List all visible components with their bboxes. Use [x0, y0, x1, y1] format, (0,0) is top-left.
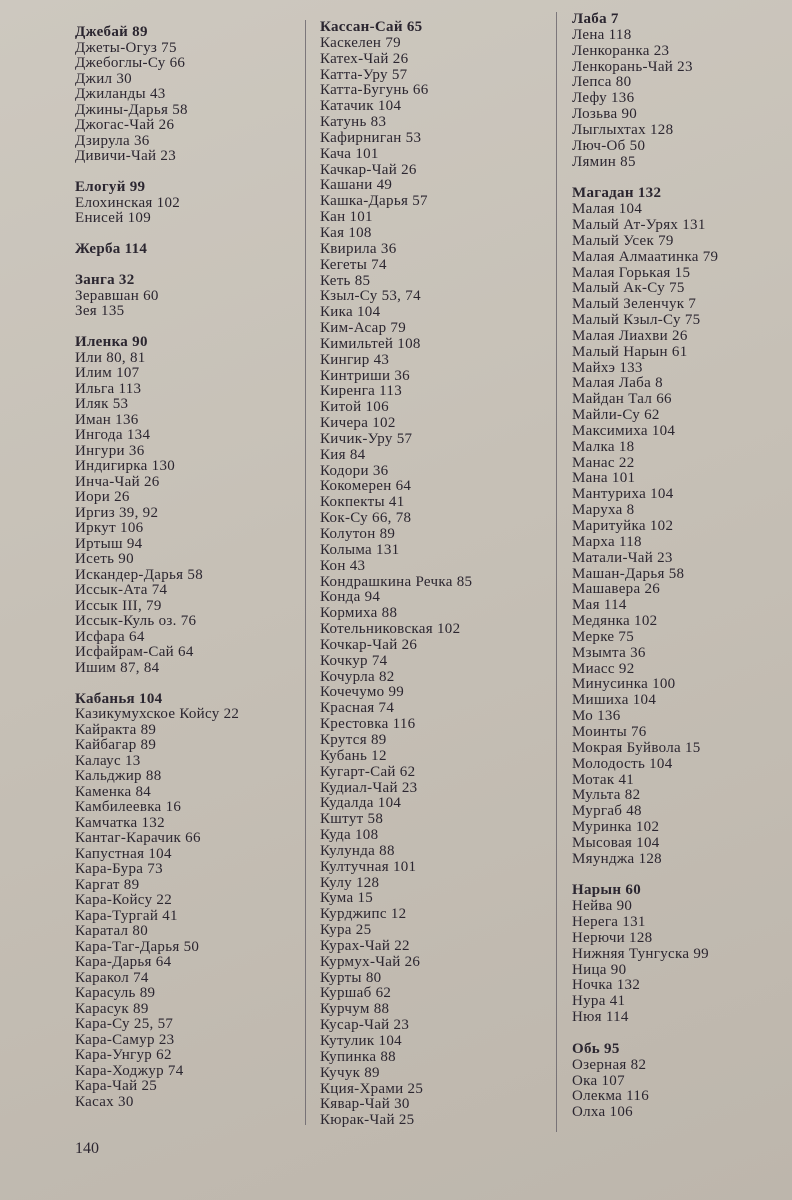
- index-entry: Машан-Дарья 58: [572, 565, 685, 582]
- index-entry: Дивичи-Чай 23: [75, 148, 177, 164]
- index-entry: Киренга 113: [320, 383, 403, 400]
- column-divider: [556, 12, 557, 1132]
- index-entry: Лозьва 90: [572, 106, 638, 123]
- index-entry: Иссык III, 79: [75, 597, 162, 614]
- index-entry: Магадан 132: [572, 185, 662, 202]
- index-entry: Кассан-Сай 65: [320, 19, 423, 35]
- index-entry: Иман 136: [75, 411, 139, 428]
- index-entry: Искандер-Дарья 58: [75, 566, 204, 583]
- index-entry: Маруха 8: [572, 502, 635, 519]
- index-entry: Илим 107: [75, 365, 140, 381]
- index-entry: Кафирниган 53: [320, 129, 422, 146]
- index-entry: Ночка 132: [572, 977, 641, 994]
- index-entry: Малка 18: [572, 438, 635, 455]
- index-entry: Малая Горькая 15: [572, 264, 691, 281]
- index-entry: Кормиха 88: [320, 605, 398, 622]
- index-entry: Индигирка 130: [75, 458, 176, 474]
- index-entry: Ильга 113: [75, 380, 142, 397]
- index-entry: Мульта 82: [572, 787, 641, 804]
- index-entry: Кингир 43: [320, 351, 390, 368]
- index-entry: Кара-Самур 23: [75, 1031, 175, 1048]
- index-entry: Колутон 89: [320, 526, 396, 542]
- index-entry: Нерючи 128: [572, 929, 653, 946]
- index-entry: Куда 108: [320, 827, 379, 844]
- index-entry: Кара-Бура 73: [75, 861, 163, 877]
- index-entry: Кабанья 104: [75, 690, 163, 707]
- index-entry: Иссык-Ата 74: [75, 582, 168, 598]
- index-entry: Кинтриши 36: [320, 367, 410, 384]
- index-entry: Кондрашкина Речка 85: [320, 573, 473, 590]
- index-entry: Люч-Об 50: [572, 137, 646, 154]
- index-entry: Курах-Чай 22: [320, 937, 410, 954]
- index-entry: Камчатка 132: [75, 814, 165, 831]
- index-entry: Касах 30: [75, 1093, 134, 1110]
- index-entry: Кодори 36: [320, 462, 389, 479]
- letter-group: [75, 180, 239, 227]
- index-entry: Ленкоранка 23: [572, 42, 670, 59]
- index-entry: Джеты-Огуз 75: [75, 39, 177, 56]
- index-entry: Карасук 89: [75, 1000, 149, 1017]
- index-entry: Малая Алмаатинка 79: [572, 248, 719, 265]
- letter-group: [75, 273, 239, 320]
- index-entry: Кия 84: [320, 446, 366, 463]
- letter-group: [75, 335, 239, 676]
- index-entry: Кача 101: [320, 145, 379, 162]
- index-entry: Кая 108: [320, 224, 372, 241]
- index-entry: Кштут 58: [320, 811, 384, 828]
- index-entry: Кутулик 104: [320, 1033, 402, 1049]
- letter-group: [75, 692, 239, 1111]
- letter-group: [572, 12, 718, 170]
- index-entry: Лямин 85: [572, 153, 636, 170]
- index-entry: Лаба 7: [572, 11, 619, 27]
- index-entry: Кара-Су 25, 57: [75, 1016, 174, 1032]
- index-entry: Малый Ат-Урях 131: [572, 216, 706, 233]
- index-entry: Кайракта 89: [75, 721, 157, 738]
- index-entry: Маритуйка 102: [572, 518, 674, 534]
- index-entry: Енисей 109: [75, 210, 151, 226]
- index-entry: Мантуриха 104: [572, 486, 674, 503]
- index-entry: Кара-Чай 25: [75, 1078, 158, 1094]
- index-entry: Занга 32: [75, 272, 135, 288]
- index-entry: Катта-Бугунь 66: [320, 82, 429, 99]
- index-entry: Ница 90: [572, 961, 627, 978]
- index-entry: Мургаб 48: [572, 803, 642, 820]
- index-entry: Качкар-Чай 26: [320, 161, 417, 178]
- index-entry: Лепса 80: [572, 74, 632, 91]
- index-entry: Зея 135: [75, 303, 125, 319]
- index-entry: Нерега 131: [572, 914, 646, 931]
- index-entry: Кашка-Дарья 57: [320, 193, 428, 210]
- index-entry: Малый Кзыл-Су 75: [572, 312, 701, 329]
- index-entry: Или 80, 81: [75, 349, 146, 366]
- index-entry: Кика 104: [320, 304, 381, 321]
- index-entry: Джил 30: [75, 70, 132, 87]
- index-entry: Ишим 87, 84: [75, 659, 160, 676]
- index-column-1: [75, 25, 239, 1126]
- index-entry: Иленка 90: [75, 334, 148, 350]
- index-entry: Курчум 88: [320, 1001, 390, 1018]
- index-entry: Матали-Чай 23: [572, 549, 673, 566]
- index-entry: Мерке 75: [572, 628, 635, 645]
- index-entry: Мая 114: [572, 597, 627, 614]
- index-entry: Нижняя Тунгуска 99: [572, 945, 709, 962]
- index-entry: Озерная 82: [572, 1056, 647, 1073]
- index-entry: Исфара 64: [75, 628, 145, 645]
- letter-group: [572, 186, 718, 867]
- index-entry: Джебоглы-Су 66: [75, 55, 186, 71]
- index-entry: Кегеты 74: [320, 256, 387, 273]
- index-entry: Моинты 76: [572, 723, 647, 740]
- index-entry: Кура 25: [320, 922, 372, 939]
- index-entry: Иори 26: [75, 489, 130, 505]
- index-entry: Кичера 102: [320, 415, 396, 432]
- index-entry: Машавера 26: [572, 581, 661, 598]
- index-column-2: [320, 20, 472, 1145]
- index-entry: Жерба 114: [75, 241, 148, 257]
- index-entry: Малый Зеленчук 7: [572, 296, 697, 313]
- index-entry: Кара-Тургай 41: [75, 907, 178, 924]
- index-column-3: [572, 12, 718, 1137]
- index-entry: Курджипс 12: [320, 906, 407, 923]
- index-entry: Исеть 90: [75, 551, 134, 567]
- index-entry: Карасуль 89: [75, 985, 156, 1001]
- letter-group: [572, 1042, 718, 1121]
- index-entry: Малый Усек 79: [572, 232, 674, 249]
- letter-group: [572, 883, 718, 1026]
- index-entry: Малый Ак-Су 75: [572, 280, 685, 297]
- index-entry: Кокомерен 64: [320, 478, 412, 495]
- index-entry: Нюя 114: [572, 1009, 629, 1026]
- index-entry: Култучная 101: [320, 858, 417, 875]
- index-entry: Малый Нарын 61: [572, 343, 688, 360]
- index-entry: Иссык-Куль оз. 76: [75, 613, 197, 629]
- index-entry: Кудиал-Чай 23: [320, 779, 418, 796]
- index-entry: Курмух-Чай 26: [320, 953, 421, 970]
- index-entry: Казикумухское Койсу 22: [75, 706, 240, 722]
- index-entry: Китой 106: [320, 399, 389, 416]
- index-entry: Кара-Унгур 62: [75, 1047, 172, 1063]
- index-entry: Катех-Чай 26: [320, 50, 409, 67]
- index-entry: Олха 106: [572, 1104, 633, 1121]
- index-entry: Курты 80: [320, 969, 382, 986]
- index-entry: Мокрая Буйвола 15: [572, 739, 701, 756]
- index-entry: Кума 15: [320, 890, 374, 907]
- index-entry: Манас 22: [572, 454, 635, 471]
- index-entry: Кара-Койсу 22: [75, 892, 173, 908]
- index-entry: Максимиха 104: [572, 422, 676, 439]
- index-entry: Ингури 36: [75, 442, 145, 459]
- index-entry: Колыма 131: [320, 541, 400, 558]
- index-entry: Кочечумо 99: [320, 684, 405, 701]
- index-entry: Кара-Таг-Дарья 50: [75, 938, 200, 955]
- index-entry: Кудалда 104: [320, 795, 402, 812]
- index-entry: Кочкур 74: [320, 652, 388, 669]
- index-entry: Купинка 88: [320, 1048, 396, 1065]
- index-entry: Кулу 128: [320, 874, 380, 891]
- index-entry: Инча-Чай 26: [75, 473, 160, 490]
- index-entry: Мо 136: [572, 708, 621, 725]
- index-entry: Кеть 85: [320, 272, 371, 289]
- index-entry: Мана 101: [572, 470, 636, 487]
- index-entry: Нарын 60: [572, 882, 642, 899]
- index-entry: Елогуй 99: [75, 179, 146, 195]
- index-entry: Иргиз 39, 92: [75, 504, 159, 521]
- index-entry: Елохинская 102: [75, 194, 181, 211]
- index-entry: Каргат 89: [75, 876, 140, 893]
- index-entry: Иркут 106: [75, 520, 144, 536]
- index-entry: Мысовая 104: [572, 834, 660, 851]
- index-entry: Джиланды 43: [75, 86, 166, 102]
- index-entry: Кугарт-Сай 62: [320, 763, 416, 780]
- index-entry: Квирила 36: [320, 240, 397, 257]
- index-entry: Ингода 134: [75, 427, 151, 443]
- index-entry: Кулунда 88: [320, 842, 395, 859]
- index-entry: Кок-Су 66, 78: [320, 510, 412, 527]
- index-entry: Конда 94: [320, 589, 381, 606]
- index-entry: Кусар-Чай 23: [320, 1017, 410, 1034]
- index-entry: Кция-Храми 25: [320, 1080, 424, 1097]
- index-entry: Мишиха 104: [572, 692, 657, 709]
- index-entry: Крутся 89: [320, 731, 387, 748]
- page-number: 140: [75, 1140, 99, 1157]
- index-entry: Кара-Дарья 64: [75, 954, 172, 970]
- index-entry: Малая 104: [572, 201, 643, 218]
- index-entry: Кзыл-Су 53, 74: [320, 288, 421, 305]
- index-entry: Миасс 92: [572, 660, 635, 677]
- index-entry: Красная 74: [320, 700, 395, 717]
- index-entry: Котельниковская 102: [320, 621, 461, 638]
- index-entry: Кокпекты 41: [320, 494, 405, 511]
- index-entry: Мотак 41: [572, 771, 635, 788]
- letter-group: [75, 242, 239, 258]
- index-entry: Кюрак-Чай 25: [320, 1112, 415, 1129]
- index-entry: Калаус 13: [75, 752, 141, 769]
- index-entry: Кара-Ходжур 74: [75, 1062, 184, 1079]
- index-entry: Мяунджа 128: [572, 850, 662, 867]
- index-entry: Мзымта 36: [572, 644, 646, 661]
- index-entry: Капустная 104: [75, 845, 172, 862]
- index-entry: Кантаг-Карачик 66: [75, 830, 201, 846]
- index-entry: Кайбагар 89: [75, 737, 157, 753]
- index-entry: Кан 101: [320, 209, 373, 226]
- index-entry: Каракол 74: [75, 969, 149, 986]
- index-entry: Лефу 136: [572, 90, 635, 107]
- index-entry: Джогас-Чай 26: [75, 117, 175, 133]
- index-entry: Кочурла 82: [320, 668, 395, 685]
- index-entry: Зеравшан 60: [75, 287, 159, 304]
- index-entry: Медянка 102: [572, 613, 658, 630]
- index-entry: Ким-Асар 79: [320, 320, 407, 337]
- index-entry: Кочкар-Чай 26: [320, 636, 418, 653]
- index-entry: Майхэ 133: [572, 359, 643, 376]
- index-entry: Кубань 12: [320, 747, 387, 764]
- index-entry: Иляк 53: [75, 396, 129, 412]
- column-divider: [305, 20, 306, 1125]
- index-entry: Минусинка 100: [572, 676, 676, 693]
- index-entry: Кявар-Чай 30: [320, 1096, 410, 1113]
- index-entry: Лыглыхтах 128: [572, 121, 674, 138]
- index-entry: Катунь 83: [320, 114, 387, 131]
- index-entry: Муринка 102: [572, 819, 660, 836]
- letter-group: [320, 20, 472, 1129]
- index-entry: Каменка 84: [75, 783, 152, 800]
- index-entry: Каскелен 79: [320, 34, 401, 51]
- index-entry: Катта-Уру 57: [320, 66, 408, 83]
- index-entry: Куршаб 62: [320, 985, 392, 1002]
- index-entry: Кашани 49: [320, 177, 393, 194]
- index-entry: Малая Лиахви 26: [572, 327, 688, 344]
- index-entry: Камбилеевка 16: [75, 799, 182, 815]
- index-entry: Обь 95: [572, 1040, 620, 1057]
- index-entry: Майли-Су 62: [572, 407, 660, 424]
- index-entry: Олекма 116: [572, 1088, 650, 1105]
- index-entry: Кичик-Уру 57: [320, 430, 413, 447]
- index-entry: Нура 41: [572, 993, 626, 1010]
- index-entry: Ленкорань-Чай 23: [572, 58, 693, 75]
- index-entry: Исфайрам-Сай 64: [75, 644, 194, 660]
- index-entry: Майдан Тал 66: [572, 391, 672, 408]
- index-entry: Марха 118: [572, 533, 642, 550]
- index-entry: Кимильтей 108: [320, 335, 421, 352]
- index-entry: Кон 43: [320, 557, 366, 574]
- index-entry: Крестовка 116: [320, 716, 416, 733]
- letter-group: [75, 25, 239, 165]
- index-entry: Джебай 89: [75, 24, 148, 40]
- index-entry: Кальджир 88: [75, 768, 162, 784]
- index-entry: Кучук 89: [320, 1064, 380, 1081]
- index-entry: Нейва 90: [572, 898, 633, 915]
- index-entry: Ока 107: [572, 1072, 625, 1089]
- index-entry: Каратал 80: [75, 923, 148, 939]
- index-entry: Малая Лаба 8: [572, 375, 663, 392]
- index-entry: Катачик 104: [320, 98, 402, 115]
- index-entry: Дзирула 36: [75, 132, 150, 149]
- index-entry: Молодость 104: [572, 755, 673, 772]
- index-entry: Иртыш 94: [75, 535, 143, 552]
- index-entry: Лена 118: [572, 26, 632, 43]
- index-entry: Джины-Дарья 58: [75, 101, 188, 118]
